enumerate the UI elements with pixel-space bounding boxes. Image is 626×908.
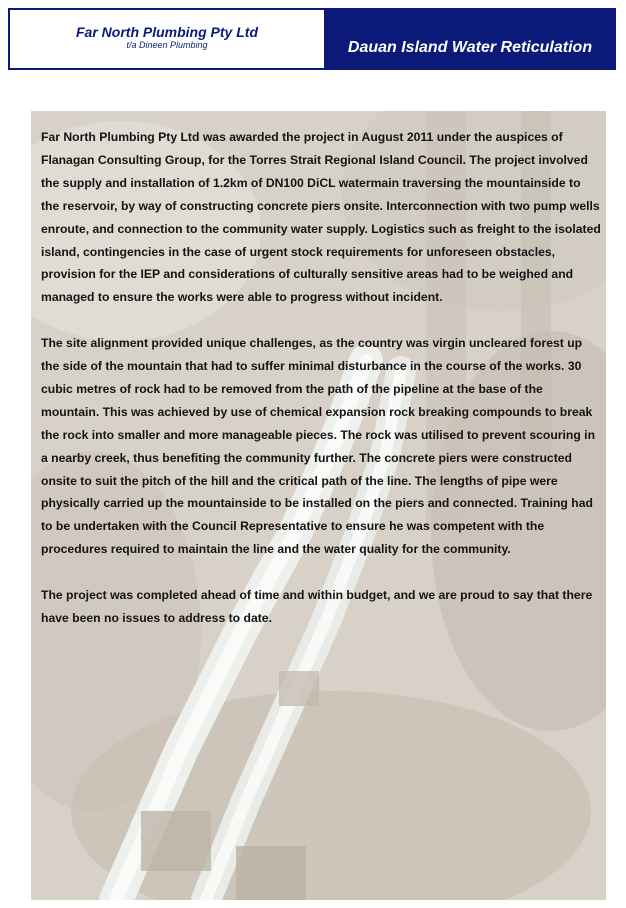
document-header bbox=[8, 8, 616, 70]
trading-as: t/a Dineen Plumbing bbox=[126, 40, 208, 50]
paragraph-outcome: The project was completed ahead of time and within budget, and we are proud to say that there have been no issues to address to date. bbox=[41, 588, 593, 625]
project-title-block bbox=[326, 10, 614, 68]
paragraph-site-challenges: The site alignment provided unique challenges, as the country was virgin uncleared forest up the side of the mountain that had to suffer minimal disturbance in the course of the works. 30 cubic metres of rock had to be removed from the path of the pipeline at the base of the mountain. This was achieved by use of chemical expansion rock breaking compounds to break the rock into smaller and more manageable pieces. The rock was utilised to prevent scouring in a nearby creek, thus benefiting the community further. The concrete piers were constructed onsite to suit the pitch of the hill and the critical path of the line. The lengths of pipe were physically carried up the mountainside to be installed on the piers and connected. Training had to be undertaken with the Council Representative to ensure he was competent with the procedures required to maintain the line and the water quality for the community. bbox=[41, 336, 596, 557]
project-description bbox=[41, 126, 601, 653]
company-name: Far North Plumbing Pty Ltd bbox=[76, 24, 258, 40]
paragraph-overview: Far North Plumbing Pty Ltd was awarded the project in August 2011 under the auspices of Flanagan Consulting Group, for the Torres Strait Regional Island Council. The project involved the supply and installation of 1.2km of DN100 DiCL watermain traversing the mountainside to the reservoir, by way of constructing concrete piers onsite. Interconnection with two pump wells enroute, and connection to the community water supply. Logistics such as freight to the isolated island, contingencies in the case of urgent stock requirements for unforeseen obstacles, provision for the IEP and considerations of culturally sensitive areas had to be weighed and managed to ensure the works were able to progress without incident. bbox=[41, 130, 601, 305]
company-block bbox=[10, 10, 326, 68]
project-title: Dauan Island Water Reticulation bbox=[347, 39, 593, 56]
